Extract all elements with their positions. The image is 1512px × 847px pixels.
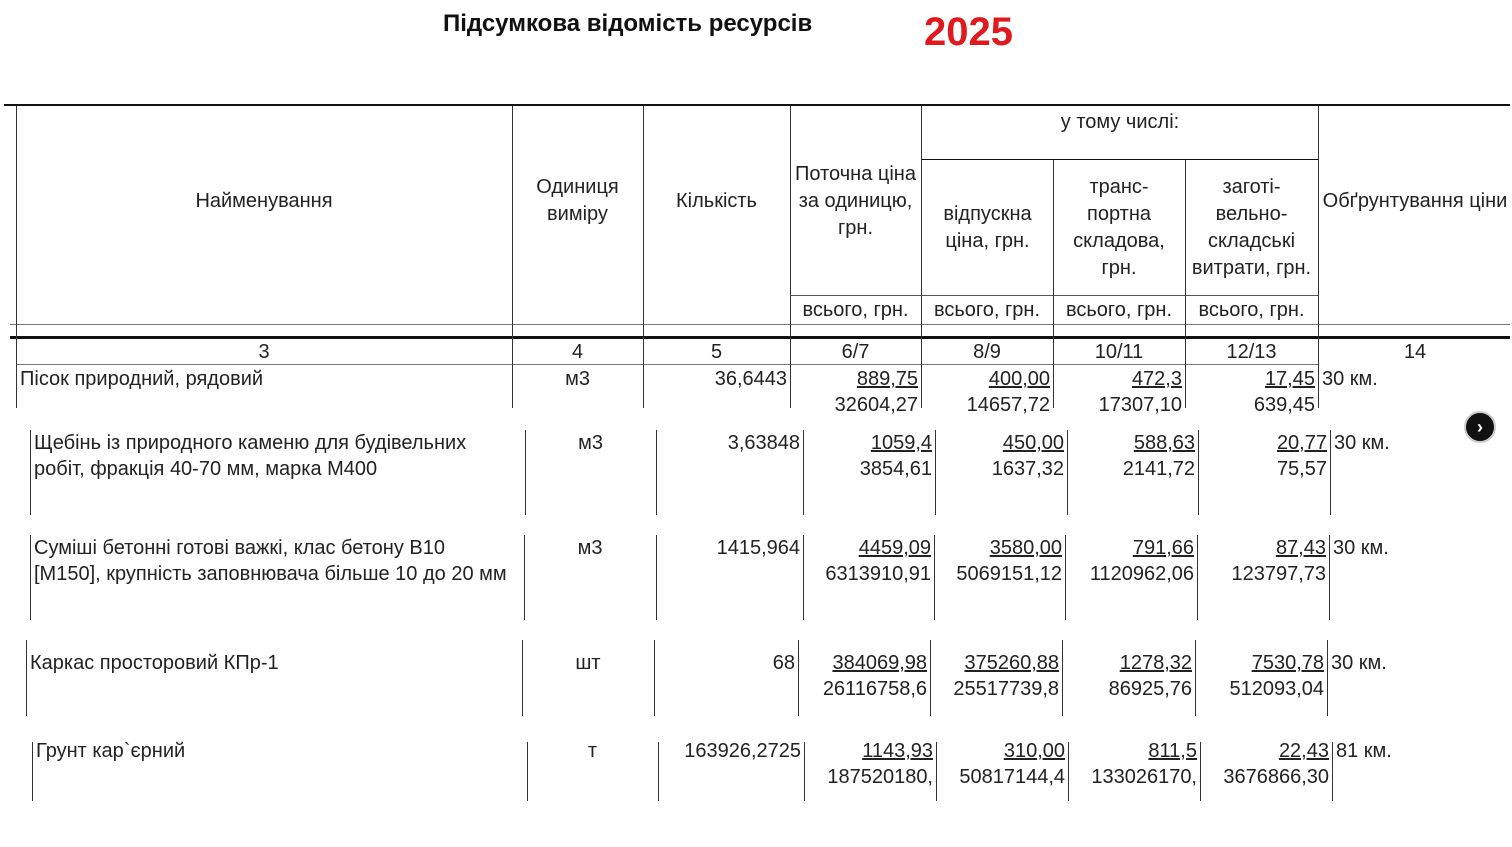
unit-release: 310,00	[1003, 740, 1065, 762]
unit-procurement: 7530,78	[1251, 652, 1324, 674]
header-name: Найменування	[195, 189, 333, 212]
resource-unit: м3	[565, 368, 590, 390]
total-label: всього, грн.	[933, 298, 1041, 321]
column-number: 5	[710, 341, 723, 363]
unit-transport: 1278,32	[1119, 652, 1192, 674]
resource-quantity: 36,6443	[714, 368, 787, 390]
col-line	[30, 535, 31, 620]
col-line	[1327, 640, 1328, 716]
col-line	[16, 366, 17, 408]
unit-release: 3580,00	[989, 537, 1062, 559]
total-transport: 2141,72	[1122, 458, 1195, 480]
col-line	[1318, 366, 1319, 408]
header-procurement: заготі-вельно-складські витрати, грн.	[1191, 176, 1312, 279]
unit-price: 384069,98	[832, 652, 927, 674]
document-title: Підсумкова відомість ресурсів	[443, 10, 813, 37]
total-release: 50817144,4	[959, 766, 1065, 788]
chevron-right-icon[interactable]: ›	[1464, 411, 1496, 443]
price-justification: 30 км.	[1333, 537, 1389, 559]
total-transport: 133026170,	[1091, 766, 1197, 788]
col-line	[1329, 535, 1330, 620]
resource-name: Суміші бетонні готові важкі, клас бетону В10 [М150], крупність заповнювача більше 10 до 20 мм	[34, 537, 507, 585]
unit-transport: 588,63	[1133, 432, 1195, 454]
header-justification: Обґрунтування ціни	[1322, 189, 1508, 212]
unit-transport: 811,5	[1148, 740, 1197, 762]
column-number: 6/7	[841, 341, 870, 363]
column-number: 3	[258, 341, 270, 363]
unit-price: 889,75	[856, 368, 918, 390]
col-line	[1330, 430, 1331, 515]
total-release: 1637,32	[991, 458, 1064, 480]
total-procurement: 3676866,30	[1223, 766, 1329, 788]
unit-price: 4459,09	[858, 537, 931, 559]
resource-unit: м3	[577, 537, 603, 559]
unit-price: 1059,4	[870, 432, 932, 454]
resource-quantity: 68	[772, 652, 795, 674]
unit-release: 400,00	[988, 368, 1050, 390]
resource-name: Щебінь із природного каменю для будівельних робіт, фракція 40-70 мм, марка М400	[34, 432, 467, 480]
total-price: 32604,27	[834, 394, 918, 416]
column-number: 10/11	[1094, 341, 1144, 363]
total-price: 26116758,6	[822, 678, 927, 700]
price-justification: 30 км.	[1322, 368, 1378, 390]
total-label: всього, грн.	[1198, 298, 1305, 321]
total-release: 5069151,12	[956, 563, 1062, 585]
total-label: всього, грн.	[1065, 298, 1173, 321]
header-current-price: Поточна ціна за одиницю, грн.	[795, 162, 916, 239]
total-price: 3854,61	[859, 458, 932, 480]
unit-procurement: 87,43	[1275, 537, 1326, 559]
unit-procurement: 22,43	[1278, 740, 1329, 762]
header-including: у тому числі:	[1060, 110, 1180, 133]
price-justification: 81 км.	[1336, 740, 1392, 762]
total-procurement: 639,45	[1253, 394, 1315, 416]
resource-quantity: 1415,964	[716, 537, 800, 559]
resource-name: Грунт кар`єрний	[36, 740, 186, 762]
total-label: всього, грн.	[802, 298, 909, 321]
unit-procurement: 17,45	[1264, 368, 1315, 390]
total-price: 6313910,91	[825, 563, 931, 585]
col-line	[30, 430, 31, 515]
total-release: 25517739,8	[953, 678, 1059, 700]
resource-quantity: 3,63848	[727, 432, 800, 454]
resource-unit: м3	[578, 432, 603, 454]
unit-transport: 791,66	[1132, 537, 1194, 559]
total-transport: 17307,10	[1098, 394, 1182, 416]
header-quantity: Кількість	[676, 189, 757, 212]
resource-name: Пісок природний, рядовий	[20, 368, 264, 390]
resource-unit: т	[587, 740, 598, 762]
header-transport: транс-портна складова, грн.	[1073, 176, 1165, 279]
col-line	[26, 640, 27, 716]
resource-name: Каркас просторовий КПр-1	[30, 652, 279, 674]
resource-unit: шт	[575, 652, 601, 674]
unit-price: 1143,93	[862, 740, 933, 762]
total-procurement: 75,57	[1276, 458, 1327, 480]
header-unit: Одиниця виміру	[536, 176, 619, 225]
total-procurement: 123797,73	[1231, 563, 1326, 585]
total-price: 187520180,	[827, 766, 933, 788]
col-line	[32, 742, 33, 801]
column-number: 14	[1403, 341, 1427, 363]
total-transport: 86925,76	[1108, 678, 1192, 700]
column-number: 4	[571, 341, 584, 363]
col-line	[1332, 742, 1333, 801]
unit-transport: 472,3	[1131, 368, 1182, 390]
unit-release: 375260,88	[964, 652, 1059, 674]
column-number: 8/9	[973, 341, 1001, 363]
header-release-price: відпускна ціна, грн.	[943, 203, 1032, 252]
total-procurement: 512093,04	[1229, 678, 1324, 700]
header-bottom-border	[10, 324, 1510, 325]
unit-release: 450,00	[1002, 432, 1064, 454]
total-transport: 1120962,06	[1089, 563, 1194, 585]
column-number: 12/13	[1226, 341, 1277, 363]
price-justification: 30 км.	[1334, 432, 1390, 454]
document-year: 2025	[924, 10, 1013, 54]
total-release: 14657,72	[966, 394, 1050, 416]
resource-quantity: 163926,2725	[684, 740, 801, 762]
unit-procurement: 20,77	[1276, 432, 1327, 454]
price-justification: 30 км.	[1331, 652, 1387, 674]
